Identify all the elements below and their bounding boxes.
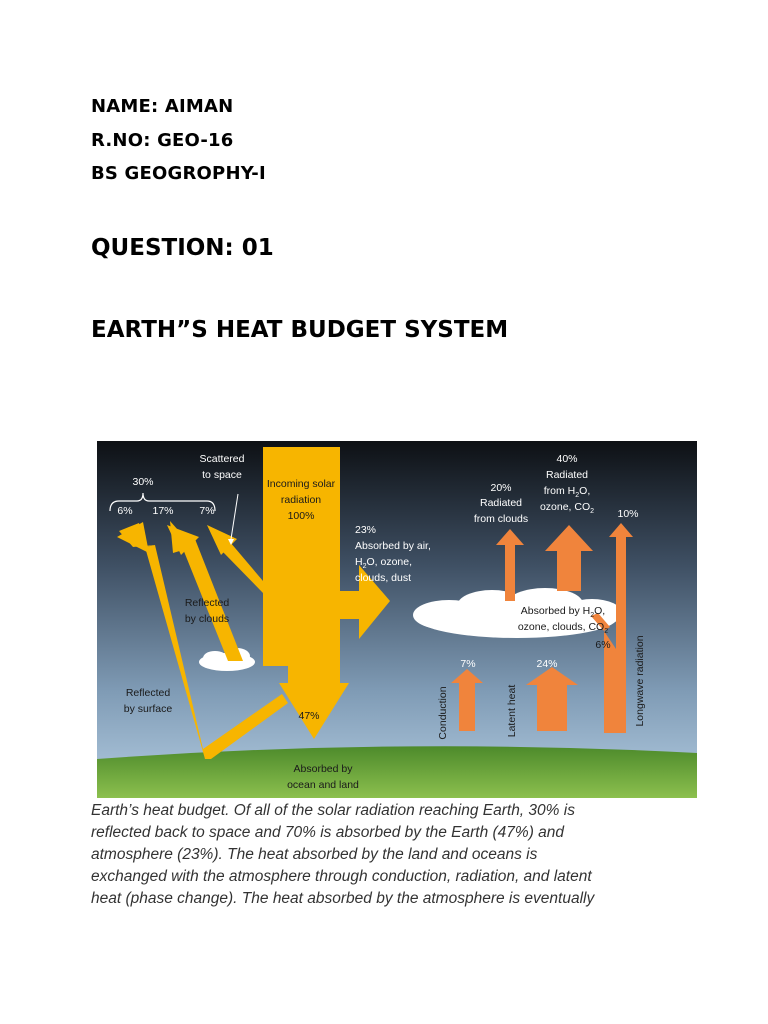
- label-longwave: Longwave radiation: [634, 635, 646, 727]
- label-radiated-clouds-1: Radiated: [479, 497, 523, 509]
- label-7: 7%: [199, 505, 215, 517]
- label-absorbed-air-2: $H_2O$, ozone,: [355, 556, 413, 570]
- label-reflected-surface-2: by surface: [123, 703, 173, 715]
- label-17: 17%: [152, 505, 174, 517]
- ground-surface: [97, 746, 697, 798]
- label-incoming-1: Incoming solar: [266, 478, 336, 490]
- label-reflected-clouds-2: by clouds: [184, 613, 230, 625]
- label-absorbed-air-pct: 23%: [355, 524, 377, 536]
- label-absorbed-cloud-1: Absorbed by $H_2O$,: [520, 605, 606, 619]
- label-30: 30%: [132, 476, 154, 488]
- label-radiated-clouds-2: from clouds: [473, 513, 529, 525]
- label-ground-1: Absorbed by: [293, 763, 353, 775]
- label-absorbed-cloud-2: ozone, clouds, $CO_2$: [517, 621, 609, 635]
- label-radiated-h2o-3: ozone, $CO_2$: [539, 501, 595, 515]
- label-radiated-h2o-2: from $H_2O$,: [543, 485, 591, 499]
- roll-number: R.NO: GEO-16: [91, 130, 234, 151]
- label-absorbed-air-3: clouds, dust: [355, 572, 412, 584]
- label-latent-heat: Latent heat: [506, 684, 518, 738]
- label-reflected-clouds-1: Reflected: [184, 597, 230, 609]
- label-radiated-h2o-1: Radiated: [545, 469, 589, 481]
- label-ground-2: ocean and land: [287, 779, 359, 791]
- caption-line-4: exchanged with the atmosphere through conduction, radiation, and latent: [91, 868, 592, 885]
- label-p24: 24%: [536, 658, 558, 670]
- label-scattered-1: Scattered: [199, 453, 245, 465]
- program: BS GEOGROPHY-I: [91, 163, 266, 184]
- label-p7b: 7%: [460, 658, 476, 670]
- label-p20: 20%: [490, 482, 512, 494]
- label-conduction: Conduction: [437, 686, 449, 740]
- caption-line-1: Earth’s heat budget. Of all of the solar radiation reaching Earth, 30% is: [91, 802, 575, 819]
- label-absorbed-cloud-pct: 6%: [595, 639, 611, 651]
- question-heading: QUESTION: 01: [91, 235, 274, 261]
- caption-line-5: heat (phase change). The heat absorbed by the atmosphere is eventually: [91, 890, 595, 907]
- figure-caption: [91, 800, 691, 910]
- label-47: 47%: [298, 710, 320, 722]
- label-p10: 10%: [617, 508, 639, 520]
- label-incoming-2: radiation: [280, 494, 322, 506]
- student-name: NAME: AIMAN: [91, 96, 234, 117]
- caption-line-2: reflected back to space and 70% is absorbed by the Earth (47%) and: [91, 824, 565, 841]
- label-reflected-surface-1: Reflected: [125, 687, 171, 699]
- label-incoming-3: 100%: [287, 510, 315, 522]
- heat-budget-diagram: [97, 441, 697, 798]
- label-6: 6%: [117, 505, 133, 517]
- label-p40: 40%: [556, 453, 578, 465]
- label-scattered-2: to space: [202, 469, 242, 481]
- caption-line-3: atmosphere (23%). The heat absorbed by the land and oceans is: [91, 846, 538, 863]
- label-absorbed-air-1: Absorbed by air,: [355, 540, 431, 552]
- page-title: EARTH”S HEAT BUDGET SYSTEM: [91, 317, 509, 343]
